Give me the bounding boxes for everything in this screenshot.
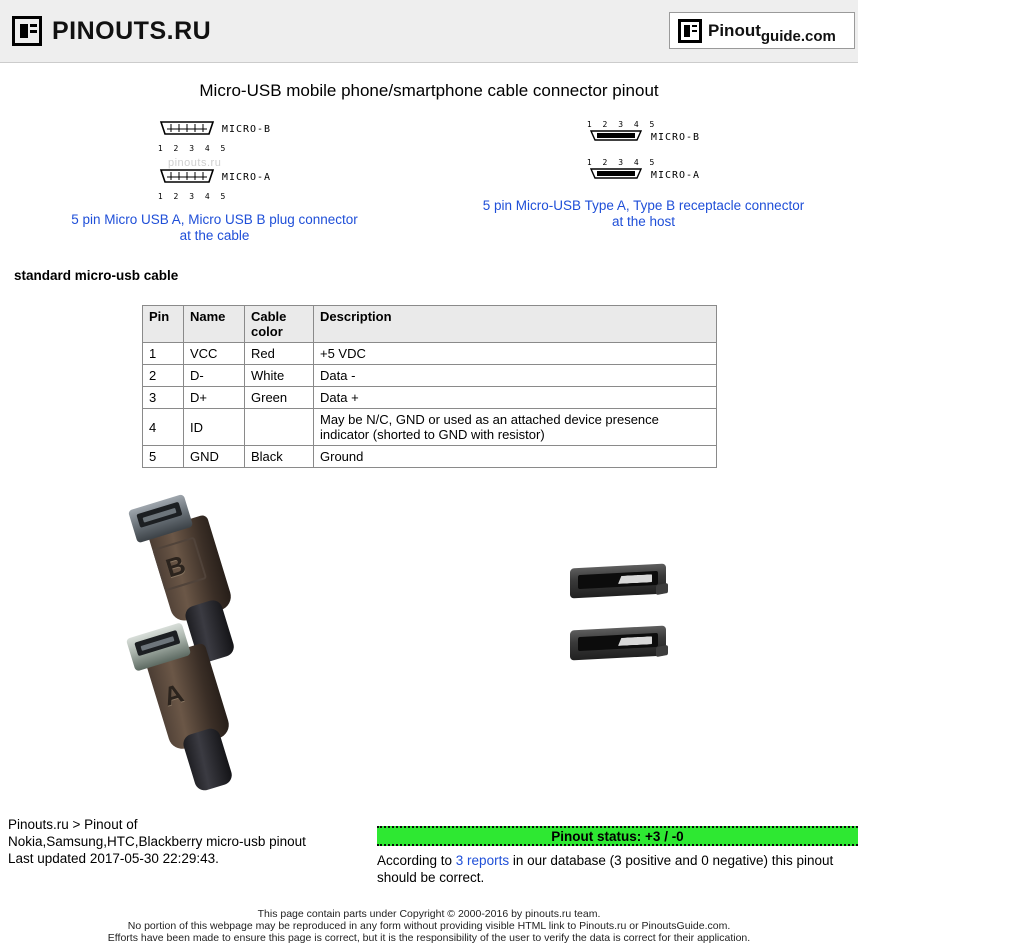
breadcrumb-line1[interactable]: Pinouts.ru > Pinout of <box>8 817 138 832</box>
connector-photos <box>0 496 858 796</box>
last-updated: Last updated 2017-05-30 22:29:43. <box>8 851 219 866</box>
micro-a-plug-icon <box>158 167 216 188</box>
plug-caption-line2: at the cable <box>179 228 250 243</box>
cell-color: White <box>245 365 314 387</box>
column-header-pin: Pin <box>143 306 184 343</box>
status-badge: Pinout status: +3 / -0 <box>377 826 858 846</box>
micro-a-plug-drawing <box>158 167 271 188</box>
micro-b-receptacle-label: MICRO-B <box>650 132 701 143</box>
table-header-row <box>143 306 717 343</box>
photo-micro-a-plug <box>116 612 253 767</box>
pinout-table <box>142 305 717 468</box>
micro-a-plug-label: MICRO-A <box>221 172 272 183</box>
pinout-square-icon <box>12 16 42 46</box>
cell-name: D- <box>184 365 245 387</box>
cell-color <box>245 409 314 446</box>
plug-diagram-block <box>0 119 429 244</box>
reports-link[interactable]: 3 reports <box>455 853 510 868</box>
plug-cable <box>181 726 234 793</box>
column-header-description: Description <box>314 306 717 343</box>
column-header-name: Name <box>184 306 245 343</box>
watermark: pinouts.ru <box>168 157 222 169</box>
micro-a-receptacle-label: MICRO-A <box>650 170 701 181</box>
brand-name: PINOUTS.RU <box>52 16 212 45</box>
legal-text <box>0 908 858 944</box>
cell-name: ID <box>184 409 245 446</box>
cell-pin: 4 <box>143 409 184 446</box>
cell-name: D+ <box>184 387 245 409</box>
cell-pin: 2 <box>143 365 184 387</box>
status-note-suffix: in our database (3 positive and 0 negative) this pinout should be correct. <box>377 853 834 885</box>
micro-b-receptacle-drawing <box>587 129 700 146</box>
micro-b-plug-pin-numbers: 1 2 3 4 5 <box>157 144 229 153</box>
receptacle-shell <box>570 563 666 598</box>
receptacle-mount-tab <box>656 645 668 657</box>
plug-contact-opening <box>134 630 180 656</box>
receptacle-caption-line2: at the host <box>611 214 676 229</box>
plug-letter-b: B <box>162 549 189 584</box>
cell-color: Red <box>245 343 314 365</box>
table-row <box>143 343 717 365</box>
table-row <box>143 446 717 468</box>
page-title: Micro-USB mobile phone/smartphone cable connector pinout <box>199 81 659 100</box>
plug-letter-a: A <box>160 677 187 712</box>
status-note-prefix: According to <box>377 853 456 868</box>
micro-b-plug-icon <box>158 119 216 140</box>
guide-text-secondary: guide.com <box>760 28 836 45</box>
legal-line-2: No portion of this webpage may be reproduced in any form without providing visible HTML link to Pinouts.ru or PinoutsGuide.com. <box>127 920 731 932</box>
receptacle-shell <box>570 625 666 660</box>
cell-color: Black <box>245 446 314 468</box>
status-note <box>377 852 858 886</box>
legal-line-3: Efforts have been made to ensure this page is correct, but it is the responsibility of the user to verify the data is correct for their application. <box>107 932 751 944</box>
table-row <box>143 387 717 409</box>
pinoutguide-badge[interactable] <box>669 12 855 49</box>
breadcrumb <box>8 816 368 867</box>
brand[interactable] <box>12 16 211 46</box>
legal-line-1: This page contain parts under Copyright © 2000-2016 by pinouts.ru team. <box>257 908 601 920</box>
cell-color: Green <box>245 387 314 409</box>
photo-micro-a-receptacle <box>570 628 670 664</box>
cell-description: Data + <box>314 387 717 409</box>
receptacle-mount-tab <box>656 583 668 595</box>
micro-a-receptacle-icon <box>587 167 645 184</box>
micro-b-plug-drawing <box>158 119 271 140</box>
table-row <box>143 409 717 446</box>
photo-micro-b-receptacle <box>570 566 670 602</box>
receptacle-drawing <box>587 119 700 188</box>
plug-caption <box>0 212 429 244</box>
receptacle-opening <box>578 571 658 589</box>
pinout-square-icon <box>678 19 702 43</box>
receptacle-opening <box>578 633 658 651</box>
cell-description: +5 VDC <box>314 343 717 365</box>
cell-pin: 3 <box>143 387 184 409</box>
micro-b-plug-label: MICRO-B <box>221 124 272 135</box>
photo-micro-b-plug <box>118 483 251 624</box>
micro-a-receptacle-drawing <box>587 167 700 184</box>
breadcrumb-line2: Nokia,Samsung,HTC,Blackberry micro-usb pinout <box>8 834 306 849</box>
cell-description: Ground <box>314 446 717 468</box>
receptacle-caption <box>429 198 858 230</box>
plug-contact-opening <box>136 502 182 528</box>
micro-b-receptacle-icon <box>587 129 645 146</box>
micro-a-plug-pin-numbers: 1 2 3 4 5 <box>157 192 229 201</box>
table-row <box>143 365 717 387</box>
micro-a-receptacle-pin-numbers: 1 2 3 4 5 <box>586 158 658 167</box>
cell-description: Data - <box>314 365 717 387</box>
connector-diagrams <box>0 119 858 244</box>
micro-b-receptacle-pin-numbers: 1 2 3 4 5 <box>586 120 658 129</box>
receptacle-caption-line1: 5 pin Micro-USB Type A, Type B receptacle connector <box>482 198 805 213</box>
section-label: standard micro-usb cable <box>14 268 179 283</box>
column-header-cable-color: Cable color <box>245 306 314 343</box>
cell-name: GND <box>184 446 245 468</box>
cell-pin: 1 <box>143 343 184 365</box>
site-header <box>0 0 858 63</box>
cell-pin: 5 <box>143 446 184 468</box>
cell-name: VCC <box>184 343 245 365</box>
guide-text-primary: Pinout <box>708 20 761 40</box>
cell-description: May be N/C, GND or used as an attached device presence indicator (shorted to GND with resistor) <box>314 409 717 446</box>
receptacle-diagram-block <box>429 119 858 244</box>
plug-caption-line1: 5 pin Micro USB A, Micro USB B plug connector <box>71 212 358 227</box>
